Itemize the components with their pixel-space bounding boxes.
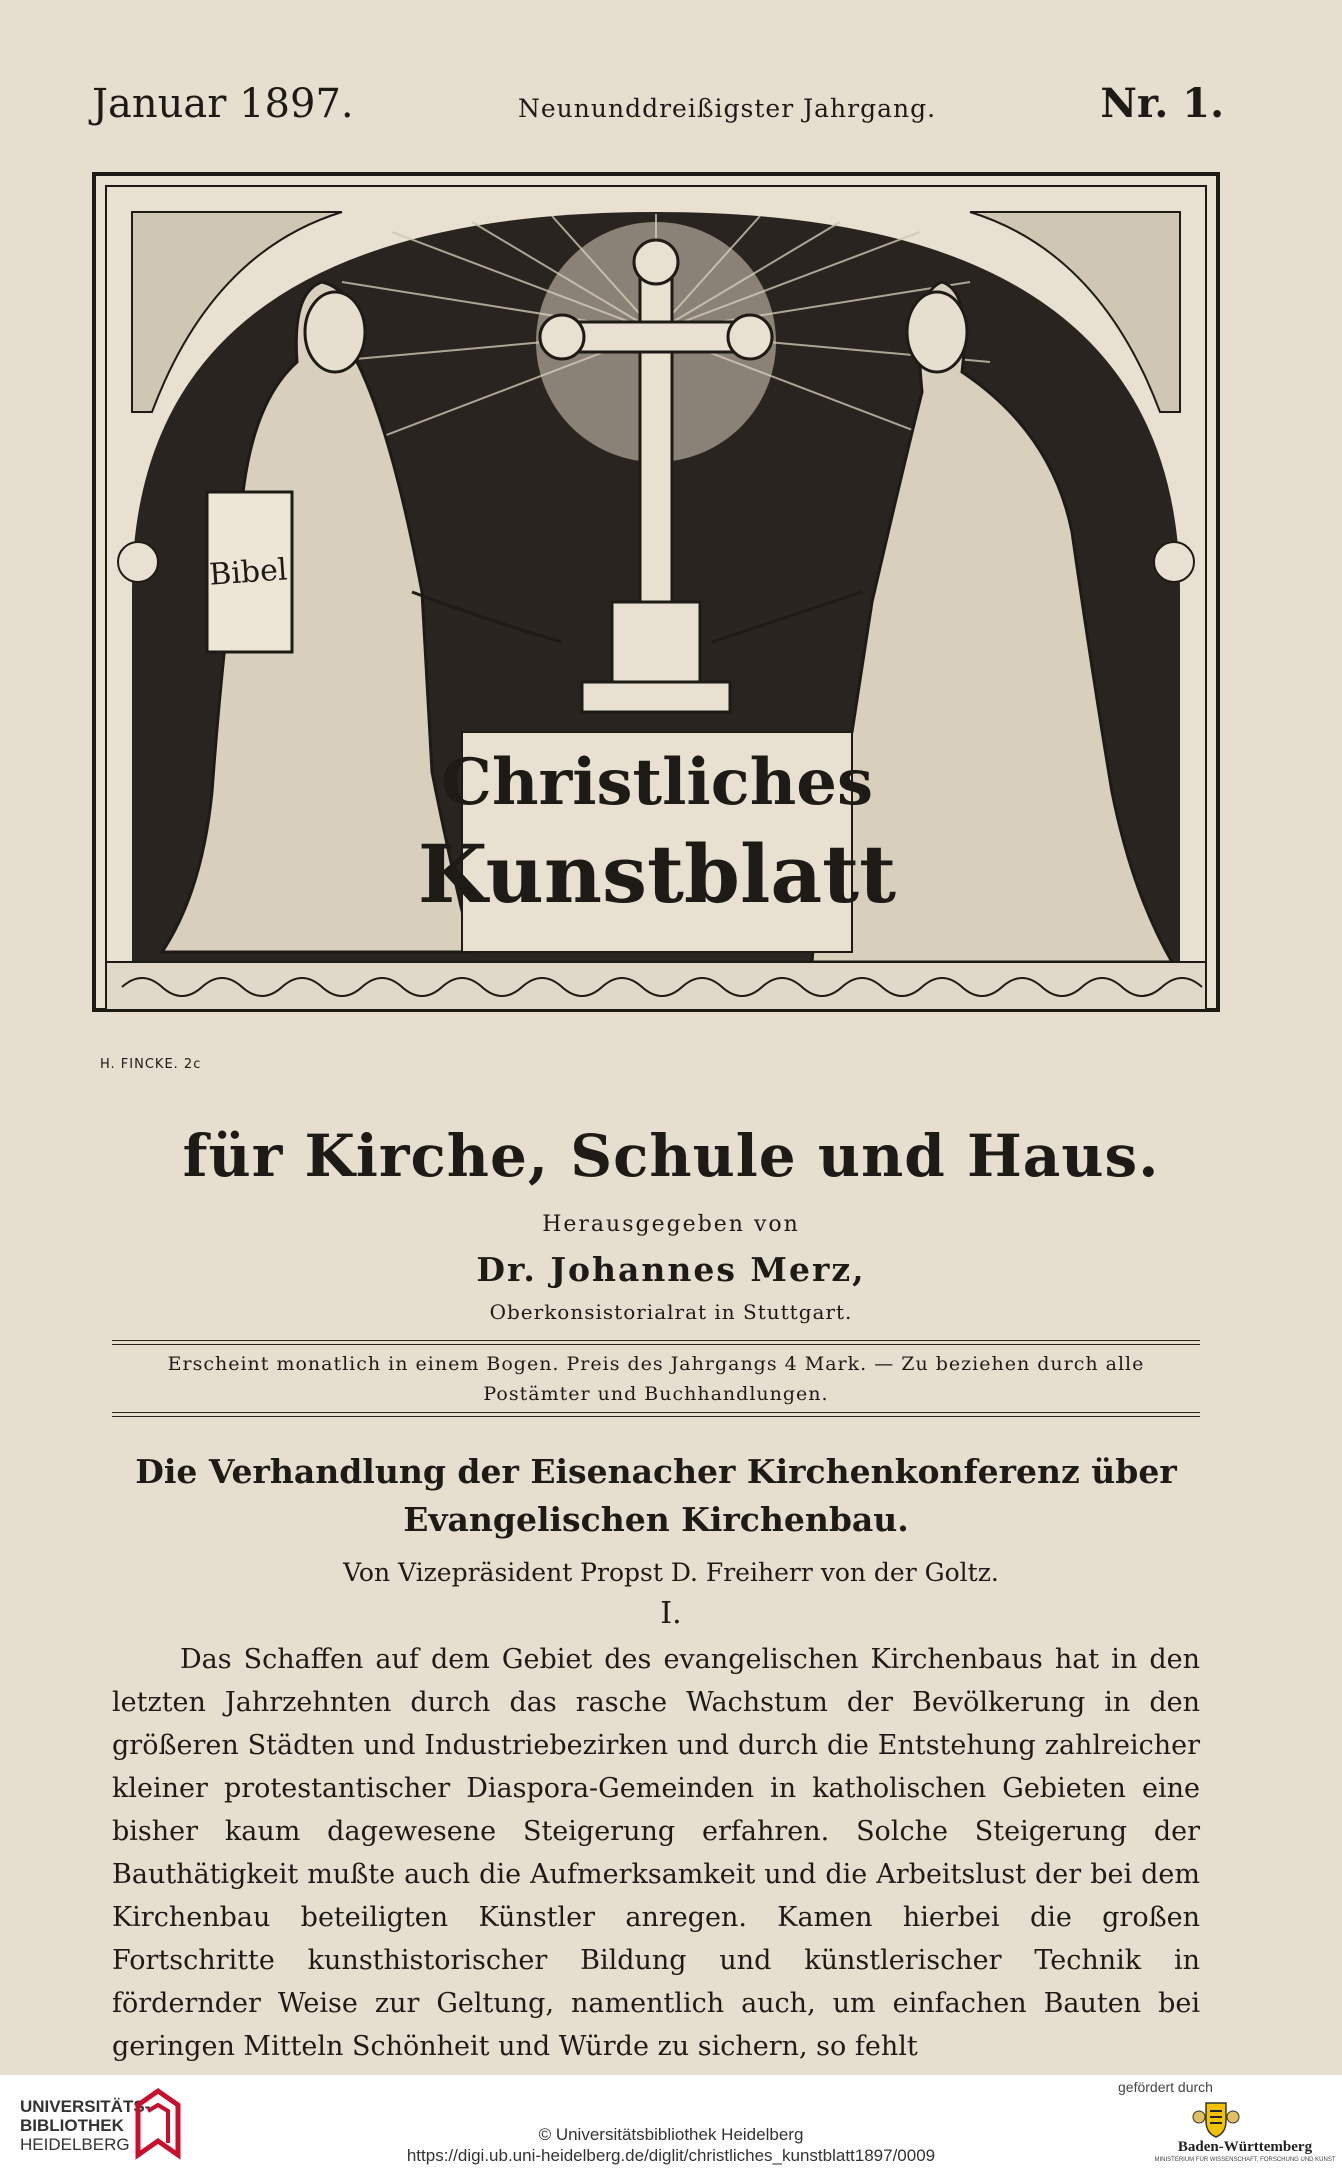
divider-bottom-thin <box>112 1416 1200 1417</box>
ministry-name: MINISTERIUM FÜR WISSENSCHAFT, FORSCHUNG UND KUNST <box>1154 2157 1336 2163</box>
library-name-line2: BIBLIOTHEK <box>20 2116 124 2135</box>
footer-bar <box>0 2075 1342 2171</box>
divider-top-thin <box>112 1344 1200 1345</box>
library-name-line3: HEIDELBERG <box>20 2135 130 2154</box>
copyright-notice: © Universitätsbibliothek Heidelberg <box>538 2125 804 2144</box>
masthead-subtitle: für Kirche, Schule und Haus. <box>182 1122 1160 1190</box>
subscription-notice: Erscheint monatlich in einem Bogen. Preis des Jahrgangs 4 Mark. — Zu beziehen durch alle Postämter und Buchhandlungen. <box>167 1353 1145 1405</box>
masthead-title-line1: Christliches <box>441 745 873 820</box>
masthead-title-line2: Kunstblatt <box>417 827 897 921</box>
state-crest-icon <box>1192 2099 1240 2139</box>
issue-date: Januar 1897. <box>92 81 354 127</box>
issue-header <box>92 80 1224 130</box>
article-title: Die Verhandlung der Eisenacher Kirchenkonferenz über Evangelischen Kirchenbau. <box>135 1452 1177 1539</box>
artist-signature: H. FINCKE. 2c <box>100 1057 202 1072</box>
editor-name: Dr. Johannes Merz, <box>476 1250 866 1289</box>
article-byline: Von Vizepräsident Propst D. Freiherr von der Goltz. <box>343 1558 999 1587</box>
article-paragraph: Das Schaffen auf dem Gebiet des evangelischen Kirchenbaus hat in den letzten Jahrzehnten durch das rasche Wachstum der Bevölkerung in den größeren Städten und Industriebezirken und durch die Entstehung zahlreicher kleiner protestantischer Diaspora-Gemeinden in katholischen Gebieten eine bisher kaum dagewesene Steigerung erfahren. Solche Steigerung der Bauthätigkeit mußte auch die Aufmerksamkeit und die Arbeitslust der bei dem Kirchenbau beteiligten Künstler anregen. Kamen hierbei die großen Fortschritte kunsthistorischer Bildung und künstlerischer Technik in fördernder Weise zur Geltung, namentlich auch, um einfachen Bauten bei geringen Mitteln Schönheit und Würde zu sichern, so fehlt <box>112 1644 1200 2062</box>
editor-role: Oberkonsistorialrat in Stuttgart. <box>489 1300 853 1324</box>
divider-bottom <box>112 1412 1200 1413</box>
funded-by-label: gefördert durch <box>1118 2079 1213 2095</box>
book-label: Bibel <box>208 552 289 593</box>
section-number: I. <box>660 1596 682 1631</box>
divider-top <box>112 1340 1200 1341</box>
permalink[interactable]: https://digi.ub.uni-heidelberg.de/diglit/christliches_kunstblatt1897/0009 <box>406 2146 936 2165</box>
edited-by: Herausgegeben von <box>542 1212 800 1237</box>
library-name-line1: UNIVERSITÄTS- <box>20 2097 151 2116</box>
issue-number: Nr. 1. <box>1100 80 1224 127</box>
state-name: Baden-Württemberg <box>1177 2139 1313 2155</box>
masthead-illustration <box>92 172 1220 1057</box>
volume-label: Neununddreißigster Jahrgang. <box>518 94 937 123</box>
